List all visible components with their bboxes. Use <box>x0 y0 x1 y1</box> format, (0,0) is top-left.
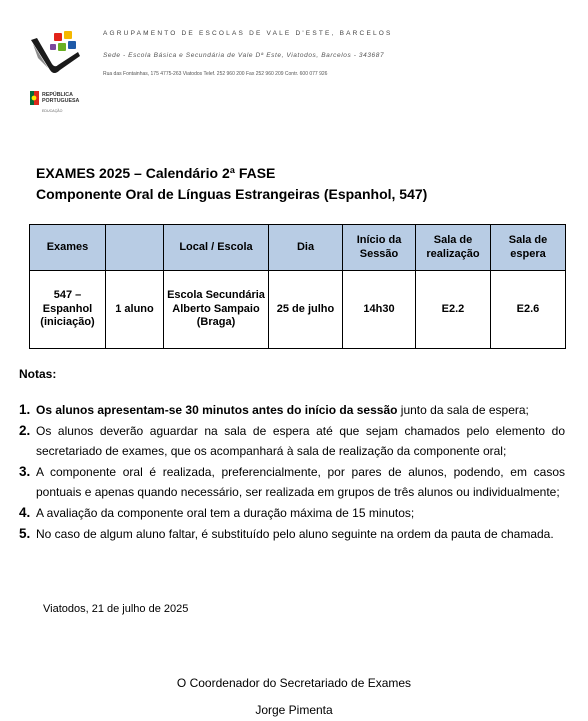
page-title: EXAMES 2025 – Calendário 2ª FASE <box>36 165 276 181</box>
list-item <box>19 524 565 544</box>
cell-start: 14h30 <box>343 271 416 349</box>
note-text: Os alunos deverão aguardar na sala de espera até que sejam chamados pelo elemento do secretariado de exames, que os acompanhará à sala de realização da componente oral; <box>36 424 565 458</box>
list-item <box>19 503 565 523</box>
list-item <box>19 400 565 420</box>
note-number: 1. <box>19 402 31 417</box>
cell-day: 25 de julho <box>269 271 343 349</box>
column-header-students <box>106 225 164 271</box>
note-number: 2. <box>19 423 31 438</box>
school-group-name: AGRUPAMENTO DE ESCOLAS DE VALE D'ESTE, BARCELOS <box>103 30 393 37</box>
school-group-logo-icon <box>28 28 84 84</box>
notes-heading: Notas: <box>19 367 57 381</box>
note-text: A componente oral é realizada, preferencialmente, por pares de alunos, podendo, em casos pontuais e apenas quando necessário, ser realizada em grupos de três alunos ou individualmente; <box>36 465 565 499</box>
column-header-start: Início da Sessão <box>343 225 416 271</box>
school-address: Rua das Fontainhas, 175 4775-263 Viatodos Telef. 252 960 200 Fax 252 960 209 Contr. 600 077 926 <box>103 71 328 77</box>
portuguese-flag-icon <box>30 91 39 105</box>
notes-list <box>19 400 565 545</box>
note-text: Os alunos apresentam-se 30 minutos antes do início da sessão junto da sala de espera; <box>36 403 529 417</box>
note-text: No caso de algum aluno faltar, é substituído pelo aluno seguinte na ordem da pauta de chamada. <box>36 527 554 541</box>
column-header-day: Dia <box>269 225 343 271</box>
signatory-role: O Coordenador do Secretariado de Exames <box>176 676 412 690</box>
note-number: 3. <box>19 464 31 479</box>
cell-exam: 547 – Espanhol (iniciação) <box>30 271 106 349</box>
table-header-row <box>30 225 566 271</box>
column-header-waiting-room: Sala de espera <box>491 225 566 271</box>
cell-exam-room: E2.2 <box>416 271 491 349</box>
column-header-exams: Exames <box>30 225 106 271</box>
cell-location: Escola Secundária Alberto Sampaio (Braga) <box>164 271 269 349</box>
cell-students: 1 aluno <box>106 271 164 349</box>
column-header-location: Local / Escola <box>164 225 269 271</box>
note-number: 5. <box>19 526 31 541</box>
exam-schedule-table <box>29 224 566 349</box>
table-row <box>30 271 566 349</box>
page-subtitle: Componente Oral de Línguas Estrangeiras (Espanhol, 547) <box>36 186 428 202</box>
list-item <box>19 462 565 502</box>
cell-waiting-room: E2.6 <box>491 271 566 349</box>
note-text: A avaliação da componente oral tem a duração máxima de 15 minutos; <box>36 506 415 520</box>
school-headquarters: Sede - Escola Básica e Secundária de Vale Dª Este, Viatodos, Barcelos - 343687 <box>103 52 385 59</box>
government-ministry: EDUCAÇÃO <box>42 109 63 113</box>
document-date: Viatodos, 21 de julho de 2025 <box>43 603 189 615</box>
note-number: 4. <box>19 505 31 520</box>
government-name: REPÚBLICA PORTUGUESA <box>42 92 80 104</box>
list-item <box>19 421 565 461</box>
signatory-name: Jorge Pimenta <box>255 703 333 717</box>
column-header-exam-room: Sala de realização <box>416 225 491 271</box>
